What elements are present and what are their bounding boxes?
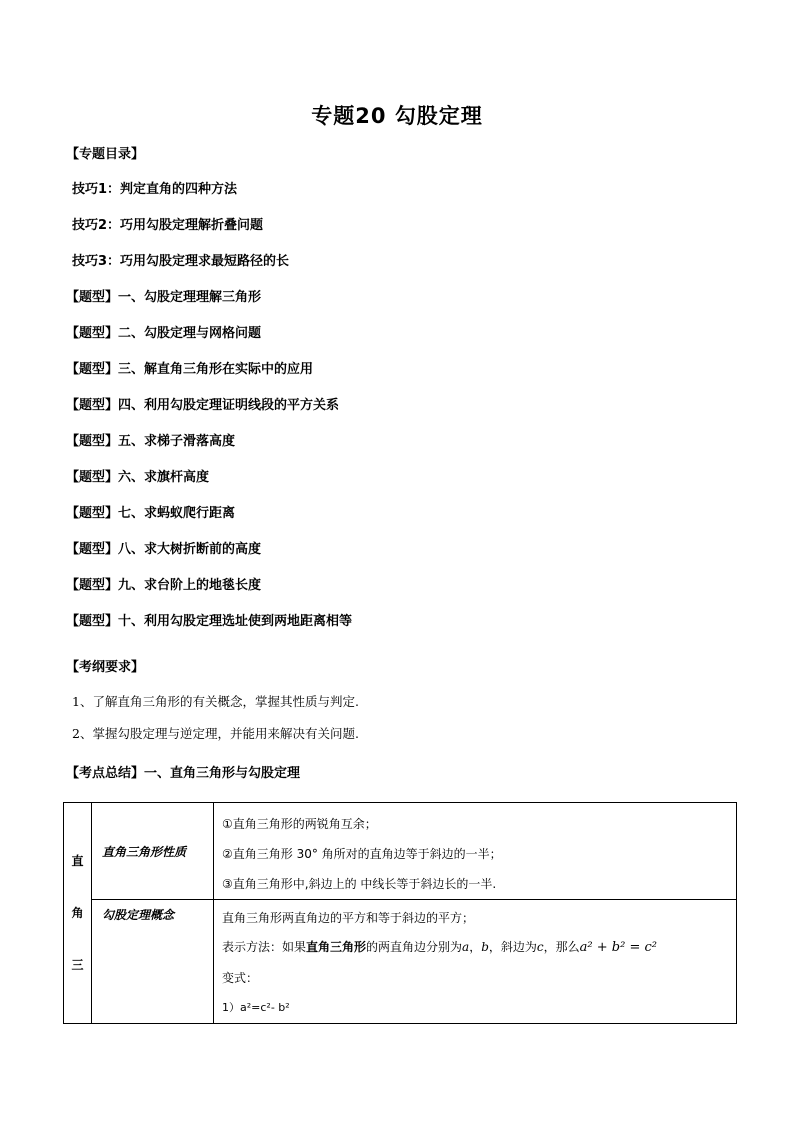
summary-table	[63, 802, 737, 1024]
variant-label: 变式：	[222, 971, 259, 985]
notation-mid2: ，斜边为	[488, 940, 537, 954]
vertical-char: 角	[71, 906, 84, 920]
toc-item: 【题型】五、求梯子滑落高度	[66, 434, 236, 449]
requirements-header: 【考纲要求】	[66, 660, 145, 675]
vertical-char: 直	[71, 854, 84, 868]
toc-item: 技巧3：巧用勾股定理求最短路径的长	[72, 254, 290, 269]
toc-item: 【题型】三、解直角三角形在实际中的应用	[66, 362, 314, 377]
notation-mid: 的两直角边分别为	[366, 940, 463, 954]
pythagorean-cell	[214, 900, 737, 1024]
var-b: b	[481, 940, 489, 954]
toc-header: 【专题目录】	[66, 147, 145, 162]
toc-item: 技巧2：巧用勾股定理解折叠问题	[72, 218, 264, 233]
page-title: 专题20 勾股定理	[311, 104, 483, 128]
row-label-pythagorean: 勾股定理概念	[92, 900, 214, 1024]
toc-item: 【题型】六、求旗杆高度	[66, 470, 210, 485]
properties-cell	[214, 803, 737, 900]
toc-item: 【题型】一、勾股定理理解三角形	[66, 290, 262, 305]
toc-item: 【题型】九、求台阶上的地毯长度	[66, 578, 262, 593]
pythagorean-formula: a² + b² = c²	[579, 940, 657, 955]
notation-bold: 直角三角形	[306, 940, 367, 954]
property-line: ①直角三角形的两锐角互余；	[222, 817, 377, 831]
row-label-properties: 直角三角形性质	[92, 803, 214, 900]
toc-item: 【题型】十、利用勾股定理选址使到两地距离相等	[66, 614, 353, 629]
property-line: ②直角三角形 30° 角所对的直角边等于斜边的一半；	[222, 847, 502, 861]
notation-mid3: ，那么	[543, 940, 580, 954]
toc-item: 技巧1：判定直角的四种方法	[72, 182, 238, 197]
notation-line	[214, 932, 736, 963]
vertical-label	[64, 803, 92, 1024]
separator: ，	[469, 940, 482, 954]
property-line: ③直角三角形中,斜边上的 中线长等于斜边长的一半.	[222, 877, 497, 891]
notation-prefix: 表示方法：如果	[222, 940, 307, 954]
summary-header: 【考点总结】一、直角三角形与勾股定理	[66, 766, 301, 781]
toc-item: 【题型】四、利用勾股定理证明线段的平方关系	[66, 398, 340, 413]
toc-item: 【题型】八、求大树折断前的高度	[66, 542, 262, 557]
var-c: c	[536, 940, 544, 954]
requirement-item: 2、掌握勾股定理与逆定理，并能用来解决有关问题.	[72, 726, 359, 741]
var-a: a	[462, 940, 470, 954]
vertical-char: 三	[71, 958, 84, 972]
requirement-item: 1、了解直角三角形的有关概念，掌握其性质与判定.	[72, 694, 359, 709]
toc-item: 【题型】二、勾股定理与网格问题	[66, 326, 262, 341]
toc-item: 【题型】七、求蚂蚁爬行距离	[66, 506, 236, 521]
variant-formula: 1）a²=c²- b²	[222, 1001, 290, 1014]
definition-line: 直角三角形两直角边的平方和等于斜边的平方；	[222, 911, 475, 925]
